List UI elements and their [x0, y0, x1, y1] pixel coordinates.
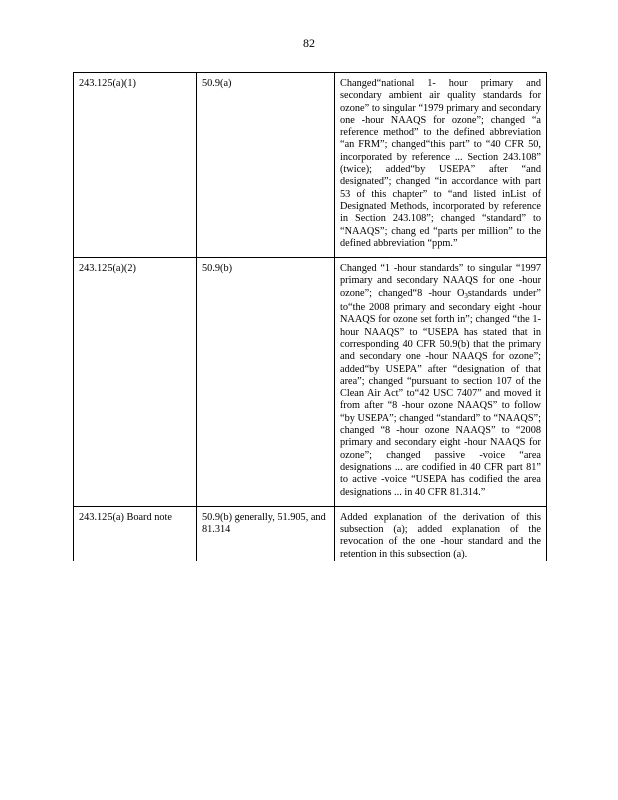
cfr-cell: 50.9(b) — [197, 258, 335, 507]
table-row — [74, 73, 547, 258]
section-cell: 243.125(a)(1) — [74, 73, 197, 258]
description-cell: Changed“national 1- hour primary and secondary ambient air quality standards for ozone” to singular “1979 primary and secondary one -hour NAAQS for ozone”; changed “a reference method” to the defined abbreviation “an FRM”; changed“this part” to “40 CFR 50, incorporated by reference ... Section 243.108” (twice); added“by USEPA” after “and designated”; changed “in accordance with part 53 of this chapter” to “and listed inList of Designated Methods, incorporated by reference in Section 243.108”; changed “standard” to “NAAQS”; chang ed “parts per million” to the defined abbreviation “ppm.” — [335, 73, 547, 258]
description-cell: Added explanation of the derivation of this subsection (a); added explanation of the revocation of the one -hour standard and the retention in this subsection (a). — [335, 506, 547, 561]
description-cell — [335, 258, 547, 507]
section-cell: 243.125(a) Board note — [74, 506, 197, 561]
section-cell: 243.125(a)(2) — [74, 258, 197, 507]
table-row — [74, 258, 547, 507]
cfr-cell: 50.9(a) — [197, 73, 335, 258]
page-number: 82 — [303, 36, 315, 50]
cfr-cell: 50.9(b) generally, 51.905, and 81.314 — [197, 506, 335, 561]
table-row — [74, 506, 547, 561]
description-text: Changed “1 -hour standards” to singular “1997 primary and secondary NAAQS for one -hour ozone”; changed“8 -hour O — [340, 263, 541, 299]
derivation-table — [73, 72, 547, 561]
subscript: 3 — [464, 291, 468, 300]
description-text: standards under” to“the 2008 primary and secondary eight -hour NAAQS for ozone set forth in”; changed “the 1-hour NAAQS” to “USEPA has stated that in corresponding 40 CFR 50.9(b) that the primary and secondary one -hour NAAQS for ozone”; added“by USEPA” after “designation of that area”; changed “pursuant to section 107 of the Clean Air Act” to“42 USC 7407” and moved it from after “8 -hour ozone NAAQS” to follow “by USEPA”; changed “standard” to “NAAQS”; changed “8 -hour ozone NAAQS” to “2008 primary and secondary eight -hour NAAQS for ozone”; changed passive -voice “area designations ... are codified in 40 CFR part 81” to active -voice “USEPA has codified the area designations ... in 40 CFR 81.314.” — [340, 287, 541, 498]
